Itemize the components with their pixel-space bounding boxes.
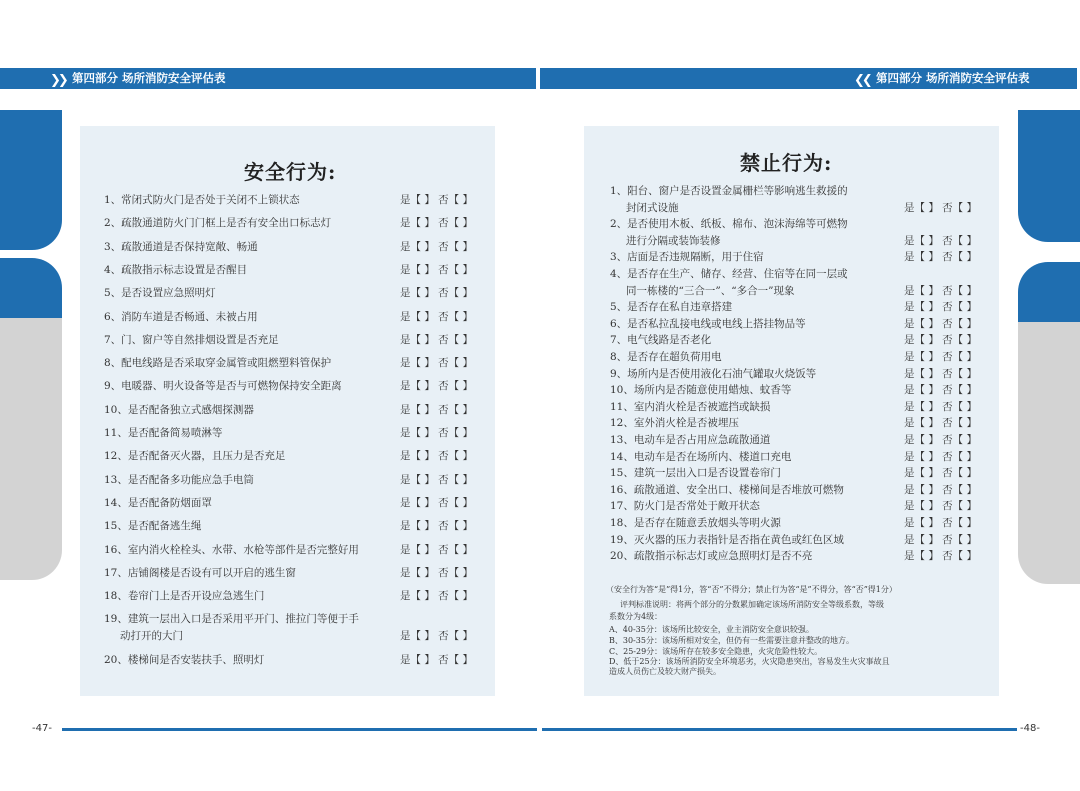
safe-item-text: 19、建筑一层出入口是否采用平开门、推拉门等便于手	[104, 613, 359, 626]
safe-item-yes-no: 是【 】 否【 】	[400, 520, 474, 533]
scoring-note-line: （安全行为答“是”得1分，答“否”不得分；禁止行为答“是”不得分，答“否”得1分）	[606, 585, 897, 594]
safe-item-text: 10、是否配备独立式感烟探测器	[104, 403, 254, 416]
safe-item-text: 15、是否配备逃生绳	[104, 520, 202, 533]
scoring-note-line: B、30-35分：该场所相对安全，但仍有一些需要注意并整改的地方。	[609, 636, 854, 645]
forbidden-item-text: 6、是否私拉乱接电线或电线上搭挂物品等	[610, 317, 806, 330]
safe-item-text: 4、疏散指示标志设置是否醒目	[104, 263, 248, 276]
double-chevron-right-icon: ❯❯	[50, 73, 66, 88]
safe-item-yes-no: 是【 】 否【 】	[400, 450, 474, 463]
left-side-tab-mid	[0, 258, 62, 318]
forbidden-item-yes-no: 是【 】 否【 】	[904, 550, 978, 563]
safe-behavior-title: 安全行为:	[244, 160, 337, 184]
forbidden-item-yes-no: 是【 】 否【 】	[904, 317, 978, 330]
forbidden-item-yes-no: 是【 】 否【 】	[904, 483, 978, 496]
safe-item-text: 5、是否设置应急照明灯	[104, 287, 216, 300]
forbidden-item-text: 20、疏散指示标志灯或应急照明灯是否不亮	[610, 550, 813, 563]
safe-item-yes-no: 是【 】 否【 】	[400, 333, 474, 346]
forbidden-item-text: 11、室内消火栓是否被遮挡或缺损	[610, 400, 771, 413]
right-header-title: 第四部分 场所消防安全评估表	[876, 71, 1030, 85]
safe-item-yes-no: 是【 】 否【 】	[400, 496, 474, 509]
safe-item-yes-no: 是【 】 否【 】	[400, 194, 474, 206]
forbidden-item-text: 10、场所内是否随意使用蜡烛、蚊香等	[610, 384, 792, 397]
forbidden-item-text: 1、阳台、窗户是否设置金属栅栏等影响逃生救援的	[610, 185, 848, 197]
forbidden-item-yes-no: 是【 】 否【 】	[904, 351, 978, 363]
safe-item-yes-no: 是【 】 否【 】	[400, 217, 474, 230]
safe-item-text: 2、疏散通道防火门门框上是否有安全出口标志灯	[104, 217, 332, 230]
forbidden-item-text: 18、是否存在随意丢放烟头等明火源	[610, 517, 781, 529]
forbidden-item-yes-no: 是【 】 否【 】	[904, 367, 978, 380]
safe-item-text: 17、店铺阁楼是否设有可以开启的逃生窗	[104, 566, 296, 579]
safe-item-yes-no: 是【 】 否【 】	[400, 287, 474, 300]
safe-item-yes-no: 是【 】 否【 】	[400, 310, 474, 323]
safe-item-text: 9、电暖器、明火设备等是否与可燃物保持安全距离	[104, 380, 342, 393]
forbidden-behavior-title: 禁止行为:	[740, 151, 833, 175]
forbidden-item-yes-no: 是【 】 否【 】	[904, 334, 978, 347]
forbidden-item-text: 13、电动车是否占用应急疏散通道	[610, 434, 771, 446]
safe-item-yes-no: 是【 】 否【 】	[400, 427, 474, 439]
forbidden-item-text: 19、灭火器的压力表指针是否指在黄色或红色区域	[610, 533, 844, 546]
forbidden-item-text: 15、建筑一层出入口是否设置卷帘门	[610, 467, 781, 480]
safe-item-yes-no: 是【 】 否【 】	[400, 630, 474, 643]
left-side-tab-top	[0, 110, 62, 250]
forbidden-item-yes-no: 是【 】 否【 】	[904, 301, 978, 314]
scoring-note-line: 系数分为4级：	[609, 612, 663, 621]
forbidden-item-yes-no: 是【 】 否【 】	[904, 450, 978, 463]
safe-item-yes-no: 是【 】 否【 】	[400, 403, 474, 416]
scoring-note-line: D、低于25分：该场所消防安全环境恶劣，火灾隐患突出，容易发生火灾事故且	[609, 657, 890, 666]
forbidden-item-yes-no: 是【 】 否【 】	[904, 384, 978, 397]
left-side-tab-bottom	[0, 318, 62, 580]
safe-item-text: 18、卷帘门上是否开设应急逃生门	[104, 590, 265, 603]
safe-item-yes-no: 是【 】 否【 】	[400, 543, 474, 556]
forbidden-item-text: 8、是否存在超负荷用电	[610, 351, 722, 363]
left-header-bar	[0, 68, 536, 89]
right-page-number: -48-	[1020, 723, 1040, 734]
forbidden-item-yes-no: 是【 】 否【 】	[904, 500, 978, 513]
forbidden-item-text: 7、电气线路是否老化	[610, 334, 712, 347]
safe-item-yes-no: 是【 】 否【 】	[400, 590, 474, 603]
safe-item-yes-no: 是【 】 否【 】	[400, 380, 474, 393]
safe-item-text: 8、配电线路是否采取穿金属管或阻燃塑料管保护	[104, 357, 332, 370]
scoring-note-line: C、25-29分：该场所存在较多安全隐患，火灾危险性较大。	[609, 647, 823, 656]
forbidden-item-yes-no: 是【 】 否【 】	[904, 284, 978, 297]
footer-line-left	[62, 728, 537, 731]
left-page-number: -47-	[32, 723, 52, 734]
forbidden-item-text: 9、场所内是否使用液化石油气罐取火烧饭等	[610, 367, 817, 380]
right-side-tab-mid	[1018, 262, 1080, 322]
forbidden-item-yes-no: 是【 】 否【 】	[904, 400, 978, 413]
right-side-tab-top	[1018, 110, 1080, 242]
safe-item-text: 12、是否配备灭火器，且压力是否充足	[104, 450, 286, 463]
forbidden-item-text: 3、店面是否违规隔断，用于住宿	[610, 251, 764, 264]
scoring-note-line: 评判标准说明：将两个部分的分数累加确定该场所消防安全等级系数，等级	[620, 600, 884, 609]
safe-item-text: 11、是否配备简易喷淋等	[104, 427, 223, 439]
forbidden-item-yes-no: 是【 】 否【 】	[904, 201, 978, 214]
safe-item-yes-no: 是【 】 否【 】	[400, 263, 474, 276]
scoring-note-line: A、40-35分：该场所比较安全，业主消防安全意识较强。	[609, 625, 814, 634]
forbidden-item-text: 16、疏散通道、安全出口、楼梯间是否堆放可燃物	[610, 483, 844, 496]
scoring-note-line: 造成人员伤亡及较大财产损失。	[609, 667, 721, 676]
safe-item-yes-no: 是【 】 否【 】	[400, 566, 474, 579]
forbidden-item-text: 同一栋楼的“三合一”、“多合一”现象	[626, 284, 795, 297]
safe-item-yes-no: 是【 】 否【 】	[400, 654, 474, 667]
safe-item-text: 13、是否配备多功能应急手电筒	[104, 473, 254, 486]
forbidden-item-text: 5、是否存在私自违章搭建	[610, 301, 733, 314]
safe-item-text: 20、楼梯间是否安装扶手、照明灯	[104, 654, 265, 667]
safe-item-text: 16、室内消火栓栓头、水带、水枪等部件是否完整好用	[104, 543, 359, 556]
forbidden-item-yes-no: 是【 】 否【 】	[904, 234, 978, 247]
forbidden-item-yes-no: 是【 】 否【 】	[904, 467, 978, 480]
forbidden-item-yes-no: 是【 】 否【 】	[904, 417, 978, 430]
safe-item-text: 7、门、窗户等自然排烟设置是否充足	[104, 333, 279, 346]
safe-item-text: 动打开的大门	[120, 630, 183, 643]
forbidden-item-text: 4、是否存在生产、储存、经营、住宿等在同一层或	[610, 268, 848, 280]
forbidden-item-text: 进行分隔或装饰装修	[626, 234, 721, 247]
forbidden-item-text: 17、防火门是否常处于敞开状态	[610, 500, 760, 513]
safe-item-text: 14、是否配备防烟面罩	[104, 496, 212, 509]
safe-item-yes-no: 是【 】 否【 】	[400, 240, 474, 253]
right-header-bar	[540, 68, 1077, 89]
forbidden-item-yes-no: 是【 】 否【 】	[904, 251, 978, 264]
forbidden-item-yes-no: 是【 】 否【 】	[904, 434, 978, 446]
safe-item-text: 1、常闭式防火门是否处于关闭不上锁状态	[104, 194, 300, 206]
forbidden-item-yes-no: 是【 】 否【 】	[904, 517, 978, 529]
forbidden-item-text: 14、电动车是否在场所内、楼道口充电	[610, 450, 792, 463]
double-chevron-left-icon: ❮❮	[854, 73, 870, 88]
left-header-title: 第四部分 场所消防安全评估表	[72, 71, 226, 85]
safe-item-text: 6、消防车道是否畅通、未被占用	[104, 310, 258, 323]
right-side-tab-bottom	[1018, 322, 1080, 584]
forbidden-item-yes-no: 是【 】 否【 】	[904, 533, 978, 546]
forbidden-item-text: 2、是否使用木板、纸板、棉布、泡沫海绵等可燃物	[610, 218, 848, 231]
safe-item-text: 3、疏散通道是否保持宽敞、畅通	[104, 240, 258, 253]
safe-item-yes-no: 是【 】 否【 】	[400, 357, 474, 370]
safe-item-yes-no: 是【 】 否【 】	[400, 473, 474, 486]
footer-line-right	[542, 728, 1017, 731]
forbidden-item-text: 12、室外消火栓是否被埋压	[610, 417, 739, 430]
forbidden-item-text: 封闭式设施	[626, 201, 679, 214]
